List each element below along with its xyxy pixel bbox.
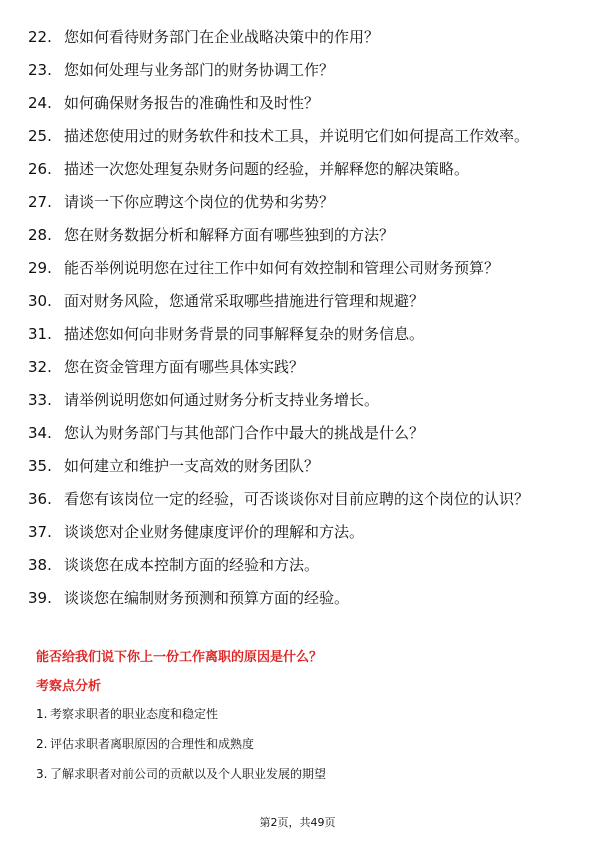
question-item (28, 389, 568, 411)
question-number: 28. (28, 226, 52, 244)
question-text: 您在财务数据分析和解释方面有哪些独到的方法？ (64, 226, 395, 244)
featured-question: 能否给我们说下你上一份工作离职的原因是什么？ (36, 650, 323, 665)
question-item (28, 224, 568, 246)
analysis-text: 考察求职者的职业态度和稳定性 (50, 707, 219, 721)
question-text: 请举例说明您如何通过财务分析支持业务增长。 (64, 391, 380, 409)
question-item (28, 290, 568, 312)
question-number: 38. (28, 556, 52, 574)
analysis-item (36, 766, 326, 783)
question-number: 34. (28, 424, 52, 442)
question-item (28, 59, 568, 81)
question-text: 描述您如何向非财务背景的同事解释复杂的财务信息。 (64, 325, 425, 343)
question-text: 谈谈您在编制财务预测和预算方面的经验。 (64, 589, 350, 607)
question-item (28, 455, 568, 477)
question-item (28, 554, 568, 576)
question-text: 如何确保财务报告的准确性和及时性？ (64, 94, 320, 112)
question-item (28, 422, 568, 444)
question-number: 39. (28, 589, 52, 607)
question-item (28, 191, 568, 213)
question-text: 请谈一下你应聘这个岗位的优势和劣势？ (64, 193, 335, 211)
question-item (28, 587, 568, 609)
question-text: 您认为财务部门与其他部门合作中最大的挑战是什么？ (64, 424, 425, 442)
question-number: 30. (28, 292, 52, 310)
question-item (28, 125, 568, 147)
question-text: 谈谈您对企业财务健康度评价的理解和方法。 (64, 523, 365, 541)
question-number: 31. (28, 325, 52, 343)
question-text: 您如何处理与业务部门的财务协调工作？ (64, 61, 335, 79)
question-number: 23. (28, 61, 52, 79)
question-number: 22. (28, 28, 52, 46)
page-footer: 第2页，共49页 (259, 816, 336, 829)
analysis-text: 评估求职者离职原因的合理性和成熟度 (50, 737, 255, 751)
question-number: 26. (28, 160, 52, 178)
analysis-list (36, 706, 326, 796)
question-text: 能否举例说明您在过往工作中如何有效控制和管理公司财务预算？ (64, 259, 500, 277)
question-item (28, 521, 568, 543)
question-number: 37. (28, 523, 52, 541)
question-text: 您在资金管理方面有哪些具体实践？ (64, 358, 305, 376)
analysis-text: 了解求职者对前公司的贡献以及个人职业发展的期望 (50, 767, 327, 781)
question-list (28, 26, 568, 620)
question-number: 35. (28, 457, 52, 475)
question-item (28, 323, 568, 345)
question-number: 25. (28, 127, 52, 145)
question-text: 看您有该岗位一定的经验，可否谈谈你对目前应聘的这个岗位的认识？ (64, 490, 530, 508)
question-text: 面对财务风险，您通常采取哪些措施进行管理和规避？ (64, 292, 425, 310)
analysis-item (36, 706, 326, 723)
analysis-number: 1. (36, 707, 48, 721)
question-item (28, 356, 568, 378)
analysis-number: 3. (36, 767, 48, 781)
question-item (28, 257, 568, 279)
question-number: 29. (28, 259, 52, 277)
question-number: 33. (28, 391, 52, 409)
question-number: 24. (28, 94, 52, 112)
question-text: 您如何看待财务部门在企业战略决策中的作用？ (64, 28, 380, 46)
question-item (28, 488, 568, 510)
question-text: 谈谈您在成本控制方面的经验和方法。 (64, 556, 320, 574)
question-text: 如何建立和维护一支高效的财务团队？ (64, 457, 320, 475)
question-number: 36. (28, 490, 52, 508)
question-text: 描述一次您处理复杂财务问题的经验，并解释您的解决策略。 (64, 160, 470, 178)
question-number: 27. (28, 193, 52, 211)
question-number: 32. (28, 358, 52, 376)
analysis-heading: 考察点分析 (36, 679, 102, 694)
analysis-item (36, 736, 326, 753)
question-text: 描述您使用过的财务软件和技术工具，并说明它们如何提高工作效率。 (64, 127, 530, 145)
analysis-number: 2. (36, 737, 48, 751)
question-item (28, 26, 568, 48)
question-item (28, 92, 568, 114)
question-item (28, 158, 568, 180)
